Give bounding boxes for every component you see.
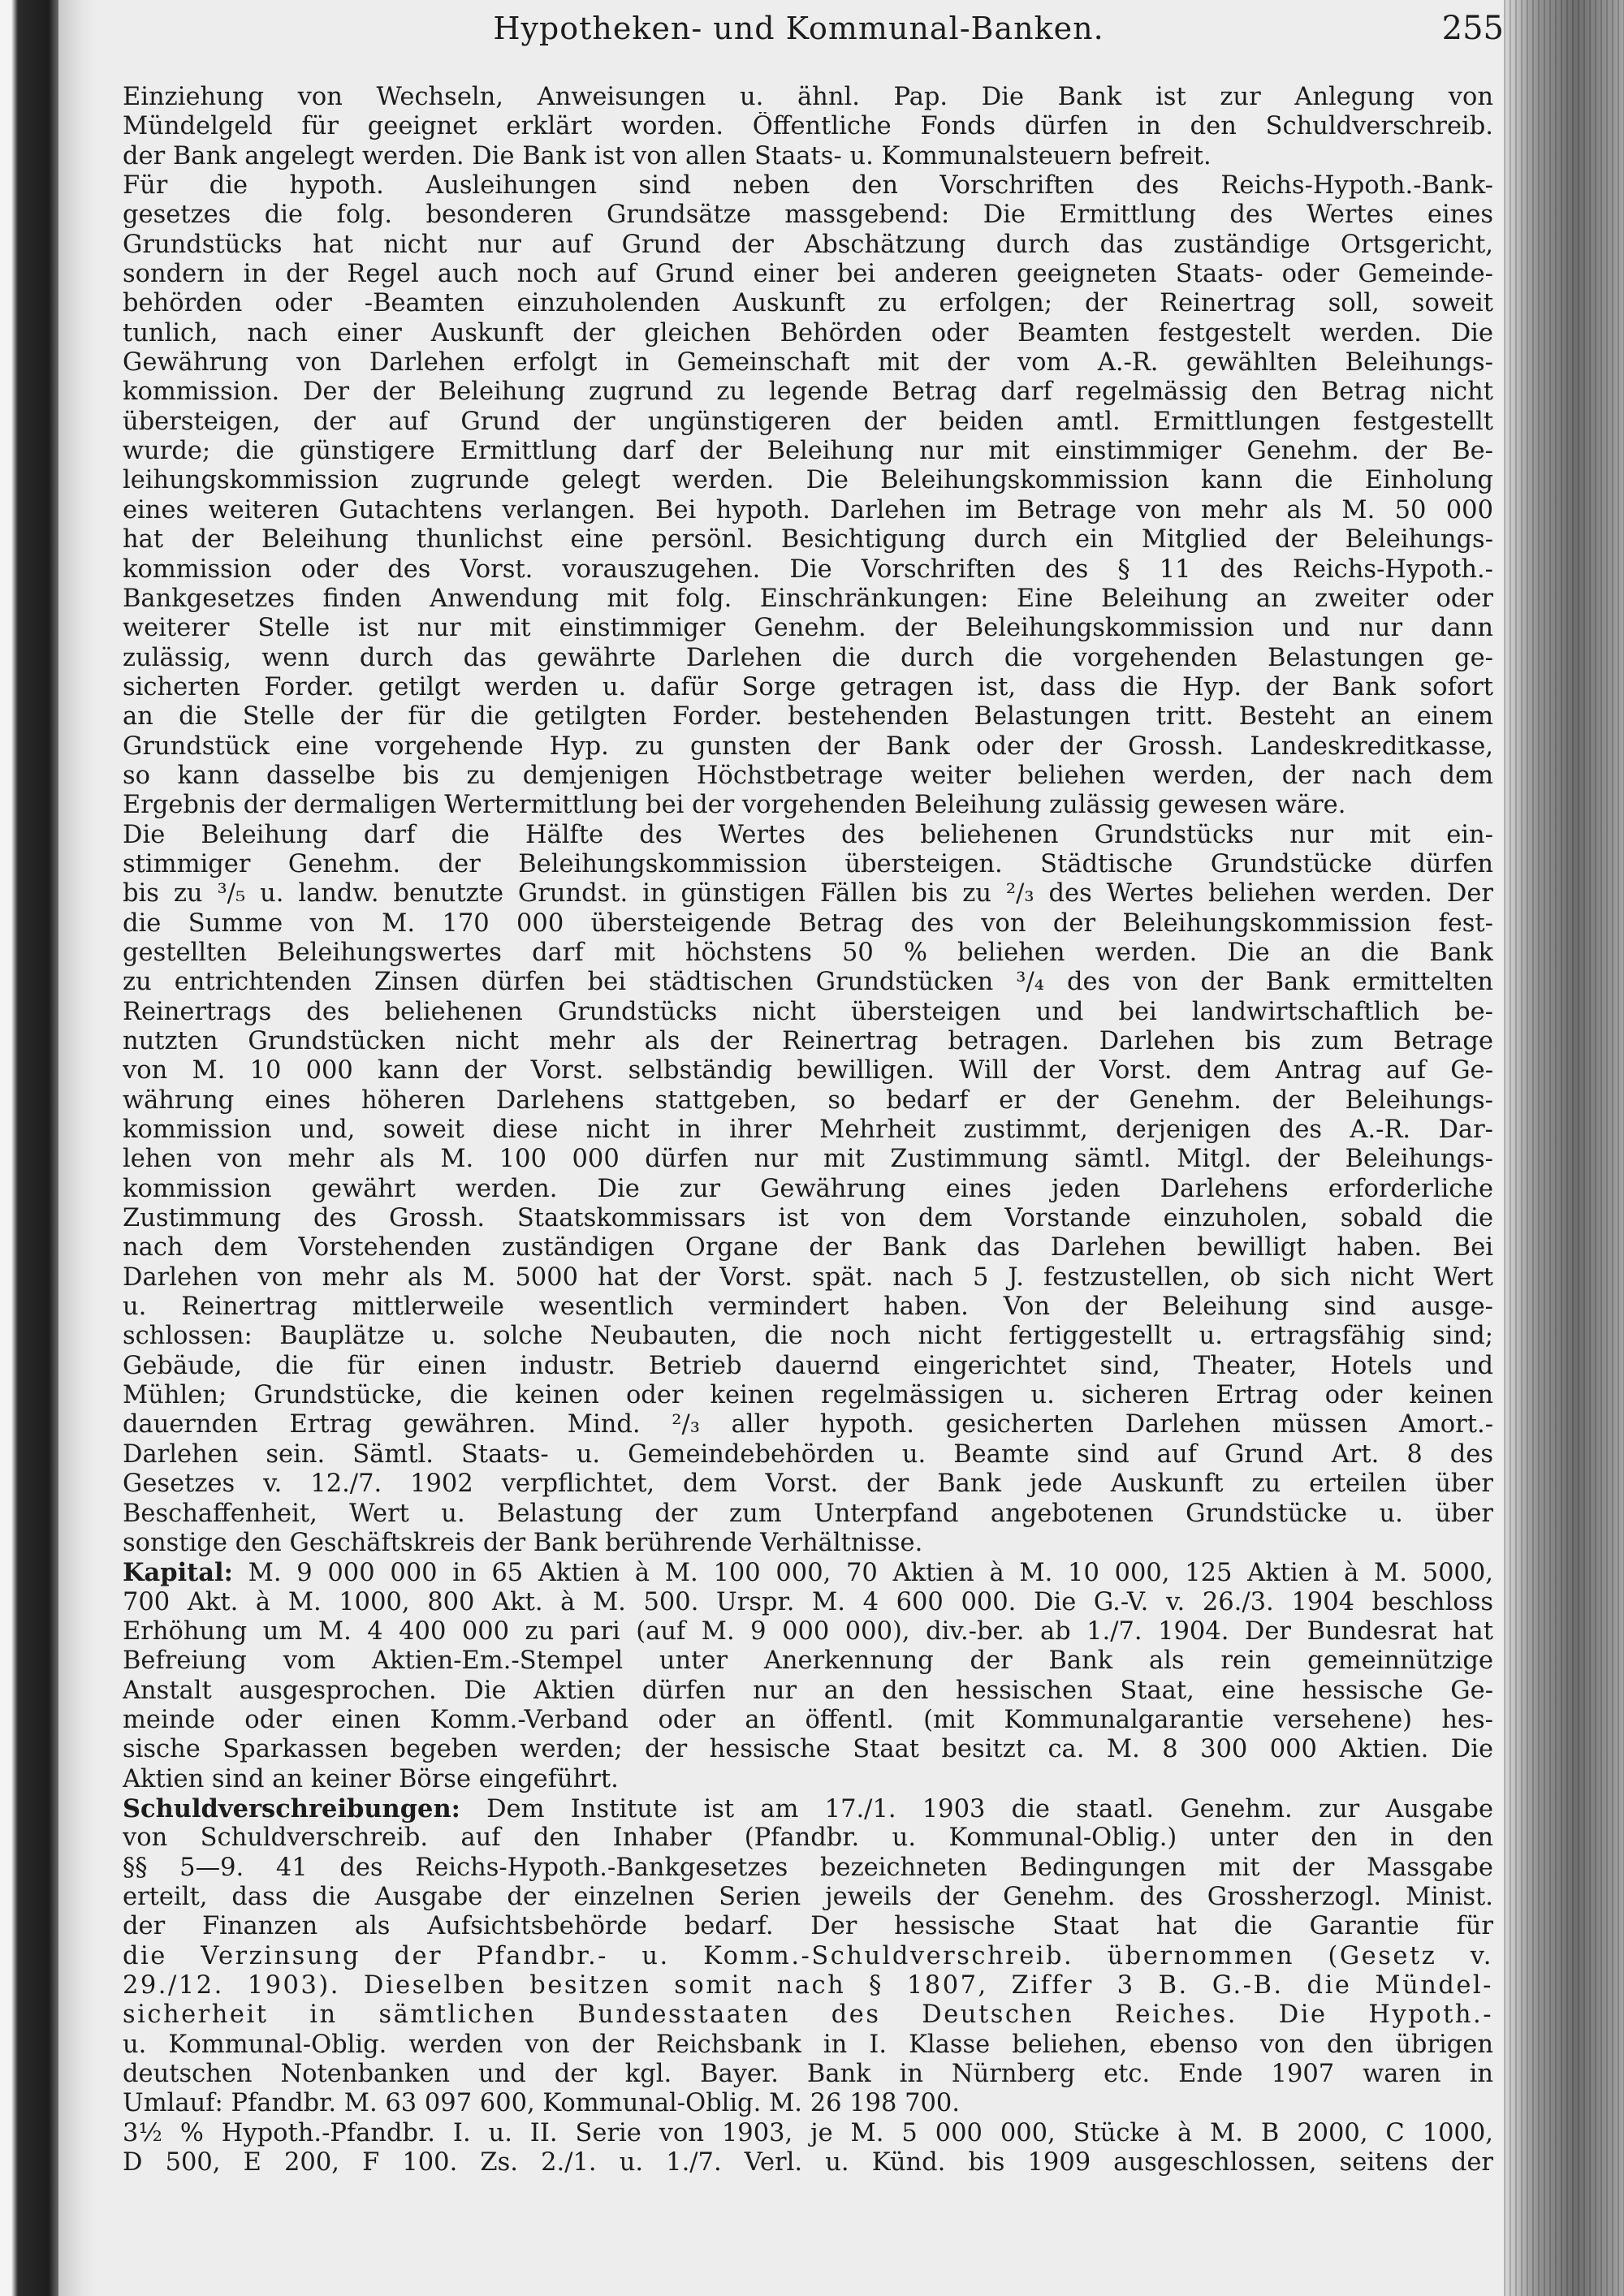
text-line — [123, 2060, 1493, 2089]
text-line — [123, 791, 1493, 820]
text-line — [123, 702, 1493, 732]
line-text: stimmiger Genehm. der Beleihungskommission übersteigen. Städtische Grundstücke dürfen — [123, 849, 1493, 878]
line-text: Gebäude, die für einen industr. Betrieb dauernd eingerichtet sind, Theater, Hotels und — [123, 1351, 1493, 1380]
line-text: sicherheit in sämtlichen Bundesstaaten des Deutschen Reiches. Die Hypoth.- — [123, 2000, 1493, 2030]
line-text: Gesetzes v. 12./7. 1902 verpflichtet, dem Vorst. der Bank jede Auskunft zu erteilen über — [123, 1470, 1493, 1499]
text-line — [123, 348, 1493, 378]
line-text: gesetzes die folg. besonderen Grundsätze massgebend: Die Ermittlung des Wertes eines — [123, 201, 1493, 230]
text-line — [123, 142, 1493, 171]
line-text: kommission oder des Vorst. vorauszugehen. Die Vorschriften des § 11 des Reichs-Hypoth.- — [123, 555, 1493, 584]
line-text: von M. 10 000 kann der Vorst. selbständig bewilligen. Will der Vorst. dem Antrag auf Ge- — [123, 1056, 1493, 1085]
line-text: kommission gewährt werden. Die zur Gewährung eines jeden Darlehens erforderliche — [123, 1174, 1493, 1203]
text-line — [123, 762, 1493, 791]
text-line — [123, 231, 1493, 260]
text-line — [123, 673, 1493, 702]
line-text: die Verzinsung der Pfandbr.- u. Komm.-Schuldverschreib. übernommen (Gesetz v. — [123, 1941, 1493, 1970]
text-line — [123, 83, 1493, 112]
line-text: Gewährung von Darlehen erfolgt in Gemeinschaft mit der vom A.-R. gewählten Beleihungs- — [123, 348, 1493, 378]
line-text: Darlehen von mehr als M. 5000 hat der Vorst. spät. nach 5 J. festzustellen, ob sich nicht Wert — [123, 1262, 1493, 1292]
text-line — [123, 1233, 1493, 1262]
text-line — [123, 319, 1493, 348]
line-text: Für die hypoth. Ausleihungen sind neben den Vorschriften des Reichs-Hypoth.-Bank- — [123, 171, 1493, 201]
text-line — [123, 732, 1493, 762]
line-text: bis zu ³/₅ u. landw. benutzte Grundst. in günstigen Fällen bis zu ²/₃ des Wertes beliehen werden. Der — [123, 879, 1493, 908]
line-text: §§ 5—9. 41 des Reichs-Hypoth.-Bankgesetzes bezeichneten Bedingungen mit der Massgabe — [123, 1853, 1493, 1882]
line-text: die Summe von M. 170 000 übersteigende Betrag des von der Beleihungskommission fest- — [123, 908, 1493, 938]
line-text: 3½ % Hypoth.-Pfandbr. I. u. II. Serie von 1903, je M. 5 000 000, Stücke à M. B 2000, C 1000, — [123, 2118, 1493, 2147]
line-text: sische Sparkassen begeben werden; der hessische Staat besitzt ca. M. 8 300 000 Aktien. Die — [123, 1735, 1493, 1764]
line-text: Beschaffenheit, Wert u. Belastung der zum Unterpfand angebotenen Grundstücke u. über — [123, 1499, 1493, 1528]
line-text: so kann dasselbe bis zu demjenigen Höchstbetrage weiter beliehen werden, der nach dem — [123, 761, 1493, 790]
page-number: 255 — [1441, 10, 1504, 47]
text-line — [123, 1470, 1493, 1499]
text-line — [123, 909, 1493, 939]
line-text: schlossen: Bauplätze u. solche Neubauten, die noch nicht fertiggestellt u. ertragsfähig sind; — [123, 1322, 1493, 1351]
text-line — [123, 614, 1493, 643]
text-line — [123, 2000, 1493, 2030]
header-title: Hypotheken- und Kommunal-Banken. — [493, 11, 1104, 46]
text-line — [123, 112, 1493, 141]
text-line — [123, 1617, 1493, 1646]
line-text: übersteigen, der auf Grund der ungünstigeren der beiden amtl. Ermittlungen festgestellt — [123, 407, 1493, 436]
line-text: leihungskommission zugrunde gelegt werden. Die Beleihungskommission kann die Einholung — [123, 466, 1493, 495]
line-text: meinde oder einen Komm.-Verband oder an öffentl. (mit Kommunalgarantie versehene) hes- — [123, 1705, 1493, 1734]
line-text: an die Stelle der für die getilgten Forder. bestehenden Belastungen tritt. Besteht an einem — [123, 702, 1493, 732]
line-text: Dem Institute ist am 17./1. 1903 die staatl. Genehm. zur Ausgabe — [460, 1794, 1493, 1823]
section-label: Kapital: — [123, 1558, 233, 1588]
text-line — [123, 496, 1493, 525]
line-text: erteilt, dass die Ausgabe der einzelnen Serien jeweils der Genehm. des Grossherzogl. Minist. — [123, 1882, 1493, 1911]
text-line — [123, 260, 1493, 289]
text-line — [123, 1529, 1493, 1558]
line-text: zulässig, wenn durch das gewährte Darlehen die durch die vorgehenden Belastungen ge- — [123, 643, 1493, 672]
text-line — [123, 1204, 1493, 1233]
text-line — [123, 1677, 1493, 1706]
book-page — [93, 0, 1504, 2296]
text-line — [123, 1794, 1493, 1823]
line-text: nutzten Grundstücken nicht mehr als der Reinertrag betragen. Darlehen bis zum Betrage — [123, 1027, 1493, 1055]
text-line — [123, 171, 1493, 201]
line-text: kommission und, soweit diese nicht in ihrer Mehrheit zustimmt, derjenigen des A.-R. Dar- — [123, 1116, 1493, 1145]
text-line — [123, 525, 1493, 555]
text-line — [123, 1912, 1493, 1941]
text-line — [123, 968, 1493, 997]
text-line — [123, 437, 1493, 466]
text-line — [123, 1263, 1493, 1293]
line-text: Mündelgeld für geeignet erklärt worden. Öffentliche Fonds dürfen in den Schuldverschreib. — [123, 112, 1493, 141]
text-line — [123, 821, 1493, 850]
line-text: sonstige den Geschäftskreis der Bank berührende Verhältnisse. — [123, 1528, 923, 1557]
text-line — [123, 1500, 1493, 1529]
line-text: Die Beleihung darf die Hälfte des Wertes des beliehenen Grundstücks nur mit ein- — [123, 820, 1493, 849]
text-line — [123, 998, 1493, 1027]
text-line — [123, 1854, 1493, 1883]
text-line — [123, 2148, 1493, 2177]
text-line — [123, 1735, 1493, 1764]
text-line — [123, 2089, 1493, 2118]
text-line — [123, 1116, 1493, 1145]
line-text: Ergebnis der dermaligen Wertermittlung bei der vorgehenden Beleihung zulässig gewesen wäre. — [123, 791, 1346, 820]
line-text: der Finanzen als Aufsichtsbehörde bedarf. Der hessische Staat hat die Garantie für — [123, 1912, 1493, 1941]
text-line — [123, 1883, 1493, 1912]
line-text: 700 Akt. à M. 1000, 800 Akt. à M. 500. Urspr. M. 4 600 000. Die G.-V. v. 26./3. 1904 beschloss — [123, 1587, 1493, 1616]
line-text: der Bank angelegt werden. Die Bank ist von allen Staats- u. Kommunalsteuern befreit. — [123, 141, 1212, 170]
text-line — [123, 1381, 1493, 1410]
text-line — [123, 850, 1493, 879]
line-text: Einziehung von Wechseln, Anweisungen u. ähnl. Pap. Die Bank ist zur Anlegung von — [123, 83, 1493, 111]
text-line — [123, 408, 1493, 437]
line-text: von Schuldverschreib. auf den Inhaber (Pfandbr. u. Kommunal-Oblig.) unter den in den — [123, 1823, 1493, 1853]
line-text: Befreiung vom Aktien-Em.-Stempel unter Anerkennung der Bank als rein gemeinnützige — [123, 1646, 1493, 1676]
text-line — [123, 378, 1493, 407]
line-text: Erhöhung um M. 4 400 000 zu pari (auf M. 9 000 000), div.-ber. ab 1./7. 1904. Der Bundesrat hat — [123, 1616, 1493, 1646]
text-line — [123, 1558, 1493, 1587]
line-text: Anstalt ausgesprochen. Die Aktien dürfen nur an den hessischen Staat, eine hessische Ge- — [123, 1676, 1493, 1705]
line-text: Aktien sind an keiner Börse eingeführt. — [123, 1764, 619, 1793]
line-text: Bankgesetzes finden Anwendung mit folg. Einschränkungen: Eine Beleihung an zweiter oder — [123, 584, 1493, 613]
line-text: Zustimmung des Grossh. Staatskommissars ist von dem Vorstande einzuholen, sobald die — [123, 1204, 1493, 1233]
line-text: sicherten Forder. getilgt werden u. dafür Sorge getragen ist, dass die Hyp. der Bank sofort — [123, 672, 1493, 701]
line-text: u. Reinertrag mittlerweile wesentlich vermindert haben. Von der Beleihung sind ausge- — [123, 1293, 1493, 1322]
text-line — [123, 1971, 1493, 2000]
line-text: deutschen Notenbanken und der kgl. Bayer. Bank in Nürnberg etc. Ende 1907 waren in — [123, 2060, 1493, 2089]
text-line — [123, 1706, 1493, 1735]
text-line — [123, 1086, 1493, 1116]
text-line — [123, 1823, 1493, 1853]
line-text: eines weiteren Gutachtens verlangen. Bei hypoth. Darlehen im Betrage von mehr als M. 50 000 — [123, 495, 1493, 524]
text-line — [123, 1765, 1493, 1794]
line-text: dauernden Ertrag gewähren. Mind. ²/₃ aller hypoth. gesicherten Darlehen müssen Amort.- — [123, 1410, 1493, 1439]
text-line — [123, 585, 1493, 614]
page-stack-edge — [1504, 0, 1624, 2296]
line-text: u. Kommunal-Oblig. werden von der Reichsbank in I. Klasse beliehen, ebenso von den übrigen — [123, 2030, 1493, 2059]
text-line — [123, 1440, 1493, 1470]
line-text: Darlehen sein. Sämtl. Staats- u. Gemeindebehörden u. Beamte sind auf Grund Art. 8 des — [123, 1439, 1493, 1469]
text-line — [123, 2031, 1493, 2060]
line-text: Mühlen; Grundstücke, die keinen oder keinen regelmässigen u. sicheren Ertrag oder keinen — [123, 1381, 1493, 1410]
text-line — [123, 1588, 1493, 1617]
text-line — [123, 1056, 1493, 1085]
line-text: kommission. Der der Beleihung zugrund zu legende Betrag darf regelmässig den Betrag nicht — [123, 378, 1493, 407]
text-line — [123, 644, 1493, 673]
page-gutter — [58, 0, 93, 2296]
line-text: Grundstücks hat nicht nur auf Grund der Abschätzung durch das zuständige Ortsgericht, — [123, 230, 1493, 259]
text-line — [123, 2119, 1493, 2148]
text-line — [123, 289, 1493, 318]
text-line — [123, 939, 1493, 968]
line-text: weiterer Stelle ist nur mit einstimmiger Genehm. der Beleihungskommission und nur dann — [123, 614, 1493, 643]
line-text: zu entrichtenden Zinsen dürfen bei städtischen Grundstücken ³/₄ des von der Bank ermittelten — [123, 968, 1493, 997]
text-line — [123, 1027, 1493, 1056]
line-text: sondern in der Regel auch noch auf Grund einer bei anderen geeigneten Staats- oder Gemeinde- — [123, 260, 1493, 289]
line-text: gestellten Beleihungswertes darf mit höchstens 50 % beliehen werden. Die an die Bank — [123, 938, 1493, 967]
text-line — [123, 879, 1493, 908]
section-label: Schuldverschreibungen: — [123, 1793, 460, 1823]
text-line — [123, 555, 1493, 585]
line-text: wurde; die günstigere Ermittlung darf der Beleihung nur mit einstimmiger Genehm. der Be- — [123, 437, 1493, 466]
line-text: Umlauf: Pfandbr. M. 63 097 600, Kommunal-Oblig. M. 26 198 700. — [123, 2089, 961, 2118]
running-header — [93, 5, 1504, 52]
line-text: M. 9 000 000 in 65 Aktien à M. 100 000, 70 Aktien à M. 10 000, 125 Aktien à M. 5000, — [232, 1559, 1493, 1588]
line-text: nach dem Vorstehenden zuständigen Organe der Bank das Darlehen bewilligt haben. Bei — [123, 1233, 1493, 1262]
text-line — [123, 1175, 1493, 1204]
line-text: Grundstück eine vorgehende Hyp. zu gunsten der Bank oder der Grossh. Landeskreditkasse, — [123, 732, 1493, 761]
line-text: lehen von mehr als M. 100 000 dürfen nur mit Zustimmung sämtl. Mitgl. der Beleihungs- — [123, 1145, 1493, 1174]
text-line — [123, 1322, 1493, 1351]
line-text: 29./12. 1903). Dieselben besitzen somit nach § 1807, Ziffer 3 B. G.-B. die Mündel- — [123, 1971, 1493, 2000]
line-text: tunlich, nach einer Auskunft der gleichen Behörden oder Beamten festgestelt werden. Die — [123, 318, 1493, 347]
text-line — [123, 1410, 1493, 1439]
line-text: hat der Beleihung thunlichst eine persönl. Besichtigung durch ein Mitglied der Beleihungs- — [123, 525, 1493, 555]
body-text — [123, 83, 1493, 2177]
text-line — [123, 1646, 1493, 1676]
text-line — [123, 201, 1493, 230]
text-line — [123, 1942, 1493, 1971]
line-text: behörden oder -Beamten einzuholenden Auskunft zu erfolgen; der Reinertrag soll, soweit — [123, 289, 1493, 318]
line-text: Reinertrags des beliehenen Grundstücks nicht übersteigen und bei landwirtschaftlich be- — [123, 997, 1493, 1026]
text-line — [123, 1352, 1493, 1381]
book-binding-shadow — [0, 0, 58, 2296]
line-text: D 500, E 200, F 100. Zs. 2./1. u. 1./7. Verl. u. Künd. bis 1909 ausgeschlossen, seitens der — [123, 2148, 1493, 2177]
text-line — [123, 1145, 1493, 1174]
line-text: währung eines höheren Darlehens stattgeben, so bedarf er der Genehm. der Beleihungs- — [123, 1085, 1493, 1115]
text-line — [123, 1293, 1493, 1322]
text-line — [123, 466, 1493, 495]
